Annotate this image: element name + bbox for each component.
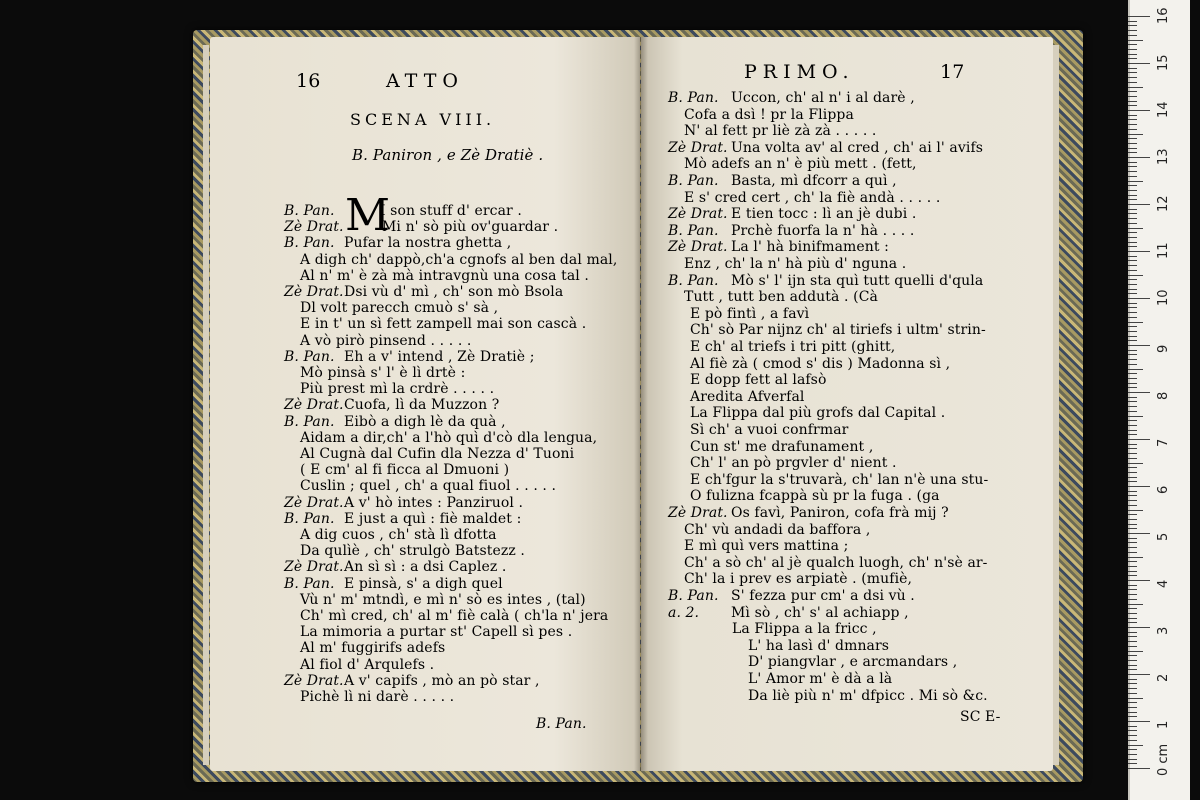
ruler-tick bbox=[1128, 740, 1137, 741]
ruler-number: 9 bbox=[1156, 344, 1171, 353]
verse-line: Cuofa, lì da Muzzon ? bbox=[344, 397, 500, 414]
ruler-number: 4 bbox=[1156, 579, 1171, 588]
right-page-number: 17 bbox=[940, 61, 965, 83]
verse-line: Da liè più n' m' dfpicc . Mi sò &c. bbox=[748, 687, 988, 704]
ruler-tick bbox=[1128, 730, 1137, 731]
ruler-tick bbox=[1128, 665, 1137, 666]
speaker-label: Zè Drat. bbox=[668, 239, 728, 256]
verse-line: Ch' mì cred, ch' al m' fiè calà ( ch'la n' jera bbox=[300, 608, 609, 624]
verse-line: La Flippa a la fricc , bbox=[732, 621, 877, 638]
ruler-tick bbox=[1128, 453, 1137, 454]
verse-line: A vò pirò pinsend . . . . . bbox=[300, 332, 472, 349]
ruler-tick bbox=[1128, 40, 1143, 41]
ruler-tick bbox=[1128, 387, 1137, 388]
verse-line: Cuslin ; quel , ch' a qual fiuol . . . . . bbox=[300, 478, 557, 495]
ruler-tick bbox=[1128, 575, 1137, 576]
drop-cap: M bbox=[345, 190, 391, 241]
speaker-label: B. Pan. bbox=[284, 235, 335, 252]
speaker-label: Zè Drat. bbox=[284, 397, 344, 414]
ruler-tick bbox=[1128, 119, 1137, 120]
ruler-tick bbox=[1128, 585, 1137, 586]
ruler-tick bbox=[1128, 528, 1137, 529]
speaker-label: B. Pan. bbox=[668, 588, 719, 604]
ruler-tick bbox=[1128, 275, 1143, 276]
ruler-tick bbox=[1128, 237, 1137, 238]
ruler-tick bbox=[1128, 101, 1137, 102]
verse-line: Dsi vù d' mì , ch' son mò Bsola bbox=[344, 284, 564, 300]
ruler-tick bbox=[1128, 181, 1143, 182]
speaker-label: B. Pan. bbox=[284, 413, 335, 430]
ruler-tick bbox=[1128, 228, 1143, 229]
speaker-label: B. Pan. bbox=[284, 203, 335, 219]
ruler-tick bbox=[1128, 406, 1137, 407]
ruler-tick bbox=[1128, 420, 1137, 421]
ruler-tick bbox=[1128, 618, 1137, 619]
ruler-tick bbox=[1128, 124, 1137, 125]
ruler-tick bbox=[1128, 632, 1137, 633]
ruler-tick bbox=[1128, 265, 1137, 266]
ruler-tick bbox=[1128, 213, 1137, 214]
ruler-tick bbox=[1128, 745, 1143, 746]
ruler-tick bbox=[1128, 707, 1137, 708]
ruler-tick bbox=[1128, 49, 1137, 50]
ruler-tick bbox=[1128, 72, 1137, 73]
verse-line: Mi n' sò più ov'guardar . bbox=[382, 219, 559, 236]
verse-line: Eh a v' intend , Zè Dratiè ; bbox=[344, 348, 535, 365]
ruler-number: 8 bbox=[1156, 391, 1171, 400]
ruler-tick bbox=[1128, 143, 1137, 144]
ruler-tick bbox=[1128, 373, 1137, 374]
ruler-tick bbox=[1128, 312, 1137, 313]
ruler-tick bbox=[1128, 166, 1137, 167]
ruler-tick bbox=[1128, 190, 1137, 191]
right-running-head: PRIMO. bbox=[744, 61, 855, 83]
ruler-tick bbox=[1128, 660, 1137, 661]
speaker-label: B. Pan. bbox=[668, 222, 719, 239]
ruler-number: 0 cm bbox=[1156, 743, 1171, 776]
verse-line: Una volta av' al cred , ch' ai l' avifs bbox=[731, 139, 984, 156]
ruler-tick bbox=[1128, 434, 1137, 435]
ruler-tick bbox=[1128, 378, 1137, 379]
ruler-tick bbox=[1128, 199, 1137, 200]
ruler-tick bbox=[1128, 458, 1137, 459]
verse-line: Ch' vù andadi da baffora , bbox=[684, 521, 871, 538]
ruler-tick bbox=[1128, 383, 1137, 384]
ruler-tick bbox=[1128, 599, 1137, 600]
ruler-tick bbox=[1128, 547, 1137, 548]
ruler-tick bbox=[1128, 369, 1143, 370]
ruler-number: 1 bbox=[1156, 720, 1171, 729]
book-gutter bbox=[634, 37, 648, 771]
ruler-tick bbox=[1128, 326, 1137, 327]
ruler-tick bbox=[1128, 354, 1137, 355]
verse-line: Ch' l' an pò prgvler d' nient . bbox=[690, 455, 897, 472]
right-catchword: SC E- bbox=[960, 709, 1001, 725]
verse-line: D' piangvlar , e arcmandars , bbox=[748, 654, 958, 671]
ruler-tick bbox=[1128, 542, 1137, 543]
ruler-tick bbox=[1128, 749, 1137, 750]
ruler-tick bbox=[1128, 439, 1150, 440]
verse-line: E mì quì vers mattina ; bbox=[684, 538, 849, 555]
ruler-tick bbox=[1128, 298, 1150, 299]
verse-line: A digh ch' dappò,ch'a cgnofs al ben dal mal, bbox=[300, 251, 618, 268]
ruler-number: 5 bbox=[1156, 532, 1171, 541]
ruler-tick bbox=[1128, 759, 1137, 760]
verse-line: Pichè lì ni darè . . . . . bbox=[300, 689, 455, 705]
verse-line: Mò adefs an n' è più mett . (fett, bbox=[684, 156, 917, 173]
ruler-tick bbox=[1128, 674, 1150, 675]
ruler-tick bbox=[1128, 505, 1137, 506]
verse-line: Aidam a dir,ch' a l'hò quì d'cò dla lengua, bbox=[300, 429, 598, 446]
verse-line: Mò pinsà s' l' è lì drtè : bbox=[300, 365, 466, 381]
ruler-tick bbox=[1128, 279, 1137, 280]
ruler-tick bbox=[1128, 35, 1137, 36]
left-running-head: ATTO bbox=[386, 70, 464, 92]
ruler-number: 2 bbox=[1156, 673, 1171, 682]
verse-line: Cofa a dsì ! pr la Flippa bbox=[684, 106, 854, 123]
ruler-tick bbox=[1128, 331, 1137, 332]
ruler-number: 16 bbox=[1156, 7, 1171, 24]
verse-line: Enz , ch' la n' hà più d' nguna . bbox=[684, 256, 907, 272]
ruler-tick bbox=[1128, 223, 1137, 224]
verse-line: Basta, mì dfcorr a quì , bbox=[731, 173, 897, 189]
ruler-number: 15 bbox=[1156, 54, 1171, 71]
ruler-tick bbox=[1128, 54, 1137, 55]
speaker-label: Zè Drat. bbox=[284, 219, 344, 236]
ruler-tick bbox=[1128, 411, 1137, 412]
ruler-tick bbox=[1128, 538, 1137, 539]
ruler-tick bbox=[1128, 171, 1137, 172]
verse-line: La Flippa dal più grofs dal Capital . bbox=[690, 405, 946, 422]
verse-line: E ch'fgur la s'truvarà, ch' lan n'è una stu- bbox=[690, 471, 989, 488]
verse-line: Da qulìè , ch' strulgò Batstezz . bbox=[300, 543, 525, 560]
verse-line: I son stuff d' ercar . bbox=[380, 203, 522, 219]
ruler-tick bbox=[1128, 91, 1137, 92]
ruler-tick bbox=[1128, 622, 1137, 623]
ruler-tick bbox=[1128, 322, 1143, 323]
ruler-tick bbox=[1128, 683, 1137, 684]
verse-line: E s' cred cert , ch' la fiè andà . . . . . bbox=[684, 189, 941, 206]
speaker-label: B. Pan. bbox=[284, 575, 335, 592]
ruler-tick bbox=[1128, 260, 1137, 261]
verse-line: Cun st' me drafunament , bbox=[690, 438, 874, 455]
ruler-tick bbox=[1128, 519, 1137, 520]
ruler-tick bbox=[1128, 721, 1150, 722]
ruler-tick bbox=[1128, 185, 1137, 186]
ruler-number: 10 bbox=[1156, 289, 1171, 306]
ruler-number: 13 bbox=[1156, 148, 1171, 165]
verse-line: L' ha lasì d' dmnars bbox=[748, 637, 890, 654]
ruler-tick bbox=[1128, 58, 1137, 59]
verse-line: Os favì, Paniron, cofa frà mij ? bbox=[731, 505, 949, 521]
ruler-tick bbox=[1128, 359, 1137, 360]
verse-line: ( E cm' al fi ficca al Dmuoni ) bbox=[300, 462, 510, 479]
ruler-tick bbox=[1128, 30, 1137, 31]
scene-title: SCENA VIII. bbox=[350, 110, 496, 129]
verse-line: Vù n' m' mtndì, e mì n' sò es intes , (tal) bbox=[300, 591, 586, 608]
verse-line: Sì ch' a vuoi confrmar bbox=[690, 422, 849, 438]
ruler-tick bbox=[1128, 293, 1137, 294]
verse-line: L' Amor m' è dà a là bbox=[748, 671, 893, 687]
page-edge-left bbox=[203, 45, 209, 765]
ruler-tick bbox=[1128, 754, 1137, 755]
verse-line: Pufar la nostra ghetta , bbox=[344, 235, 512, 252]
verse-line: La l' hà binifmament : bbox=[731, 239, 889, 256]
verse-line: A v' capifs , mò an pò star , bbox=[344, 672, 540, 689]
ruler-tick bbox=[1128, 679, 1137, 680]
ruler-tick bbox=[1128, 702, 1137, 703]
ruler-tick bbox=[1128, 317, 1137, 318]
ruler-tick bbox=[1128, 481, 1137, 482]
verse-line: E in t' un sì fett zampell mai son cascà . bbox=[300, 316, 587, 333]
ruler-tick bbox=[1128, 463, 1143, 464]
ruler-tick bbox=[1128, 336, 1137, 337]
ruler-tick bbox=[1128, 613, 1137, 614]
speaker-label: B. Pan. bbox=[284, 510, 335, 527]
ruler-tick bbox=[1128, 209, 1137, 210]
ruler-tick bbox=[1128, 148, 1137, 149]
ruler-tick bbox=[1128, 44, 1137, 45]
verse-line: La mimoria a purtar st' Capell sì pes . bbox=[300, 624, 573, 641]
scene-characters: B. Paniron , e Zè Dratiè . bbox=[352, 146, 544, 164]
verse-line: Prchè fuorfa la n' hà . . . . bbox=[731, 222, 915, 239]
ruler-tick bbox=[1128, 552, 1137, 553]
ruler-tick bbox=[1128, 467, 1137, 468]
ruler-tick bbox=[1128, 735, 1137, 736]
ruler-number: 6 bbox=[1156, 485, 1171, 494]
ruler-tick bbox=[1128, 251, 1150, 252]
verse-line: E pò fintì , a favì bbox=[690, 305, 810, 322]
ruler-tick bbox=[1128, 289, 1137, 290]
ruler-tick bbox=[1128, 176, 1137, 177]
verse-line: N' al fett pr liè zà zà . . . . . bbox=[684, 123, 877, 140]
ruler-tick bbox=[1128, 557, 1143, 558]
ruler-tick bbox=[1128, 68, 1137, 69]
ruler-tick bbox=[1128, 491, 1137, 492]
verse-line: Ch' sò Par nijnz ch' al tiriefs i ultm' strin- bbox=[690, 322, 986, 339]
verse-line: An sì sì : a dsi Caplez . bbox=[344, 559, 507, 576]
verse-line: Uccon, ch' al n' i al darè , bbox=[731, 90, 915, 106]
speaker-label: Zè Drat. bbox=[668, 206, 728, 223]
verse-line: Al n' m' è zà mà intravgnù una cosa tal . bbox=[300, 267, 589, 284]
verse-line: Tutt , tutt ben addutà . (Cà bbox=[684, 289, 878, 306]
verse-line: Ch' a sò ch' al jè qualch luogh, ch' n'sè ar- bbox=[684, 554, 988, 571]
verse-line: E ch' al triefs i tri pitt (ghitt, bbox=[690, 339, 896, 355]
ruler-tick bbox=[1128, 110, 1150, 111]
ruler-tick bbox=[1128, 763, 1137, 764]
ruler-tick bbox=[1128, 129, 1137, 130]
verse-line: Aredita Afverfal bbox=[690, 388, 805, 405]
ruler-tick bbox=[1128, 768, 1150, 769]
ruler-tick bbox=[1128, 726, 1137, 727]
ruler-tick bbox=[1128, 307, 1137, 308]
ruler-tick bbox=[1128, 96, 1137, 97]
ruler-tick bbox=[1128, 477, 1137, 478]
ruler-tick bbox=[1128, 448, 1137, 449]
verse-line: E dopp fett al lafsò bbox=[690, 372, 827, 389]
ruler-tick bbox=[1128, 636, 1137, 637]
page-edge-right bbox=[1053, 45, 1059, 765]
verse-line: Ch' la i prev es arpiatè . (mufiè, bbox=[684, 571, 913, 588]
verse-line: A dig cuos , ch' stà lì dfotta bbox=[300, 527, 497, 543]
verse-line: E pinsà, s' a digh quel bbox=[344, 575, 503, 592]
ruler-tick bbox=[1128, 571, 1137, 572]
ruler-number: 7 bbox=[1156, 438, 1171, 447]
ruler-tick bbox=[1128, 627, 1150, 628]
ruler-tick bbox=[1128, 589, 1137, 590]
verse-line: Al fiè zà ( cmod s' dis ) Madonna sì , bbox=[690, 355, 951, 372]
verse-line: Più prest mì la crdrè . . . . . bbox=[300, 381, 495, 398]
ruler-tick bbox=[1128, 115, 1137, 116]
verse-line: E just a quì : fiè maldet : bbox=[344, 510, 522, 527]
speaker-label: Zè Drat. bbox=[284, 494, 344, 511]
verse-line: Dl volt parecch cmuò s' sà , bbox=[300, 300, 499, 317]
ruler-tick bbox=[1128, 688, 1137, 689]
ruler-number: 12 bbox=[1156, 195, 1171, 212]
speaker-label: B. Pan. bbox=[284, 348, 335, 365]
verse-line: Al fiol d' Arqulefs . bbox=[300, 656, 435, 673]
ruler-tick bbox=[1128, 608, 1137, 609]
ruler-tick bbox=[1128, 604, 1143, 605]
ruler-tick bbox=[1128, 524, 1137, 525]
verse-line: S' fezza pur cm' a dsi vù . bbox=[731, 588, 915, 604]
ruler-tick bbox=[1128, 594, 1137, 595]
ruler-tick bbox=[1128, 655, 1137, 656]
ruler-tick bbox=[1128, 401, 1137, 402]
ruler-number: 11 bbox=[1156, 242, 1171, 259]
ruler-number: 14 bbox=[1156, 101, 1171, 118]
ruler-tick bbox=[1128, 134, 1143, 135]
ruler-tick bbox=[1128, 345, 1150, 346]
ruler-tick bbox=[1128, 16, 1150, 17]
speaker-label: Zè Drat. bbox=[284, 672, 344, 689]
ruler-tick bbox=[1128, 152, 1137, 153]
ruler-tick bbox=[1128, 105, 1137, 106]
verse-line: Mì sò , ch' s' al achiapp , bbox=[731, 604, 909, 621]
ruler-tick bbox=[1128, 195, 1137, 196]
ruler-tick bbox=[1128, 712, 1137, 713]
ruler-tick bbox=[1128, 162, 1137, 163]
ruler-tick bbox=[1128, 340, 1137, 341]
ruler-tick bbox=[1128, 646, 1137, 647]
ruler-tick bbox=[1128, 21, 1137, 22]
ruler-tick bbox=[1128, 397, 1137, 398]
speaker-label: Zè Drat. bbox=[668, 139, 728, 156]
ruler-tick bbox=[1128, 392, 1150, 393]
ruler-tick bbox=[1128, 500, 1137, 501]
verse-line: A v' hò intes : Panziruol . bbox=[344, 494, 524, 511]
ruler-tick bbox=[1128, 303, 1137, 304]
ruler-tick bbox=[1128, 416, 1143, 417]
ruler-tick bbox=[1128, 232, 1137, 233]
ruler-tick bbox=[1128, 364, 1137, 365]
verse-line: Al Cugnà dal Cufin dla Nezza d' Tuoni bbox=[300, 446, 575, 462]
speaker-label: B. Pan. bbox=[668, 173, 719, 189]
speaker-label: B. Pan. bbox=[668, 90, 719, 106]
ruler-tick bbox=[1128, 716, 1137, 717]
speaker-label: Zè Drat. bbox=[668, 505, 728, 521]
ruler-tick bbox=[1128, 350, 1137, 351]
ruler-tick bbox=[1128, 270, 1137, 271]
ruler-tick bbox=[1128, 533, 1150, 534]
ruler-tick bbox=[1128, 87, 1143, 88]
ruler-tick bbox=[1128, 256, 1137, 257]
speaker-label: Zè Drat. bbox=[284, 559, 344, 576]
verse-line: E tien tocc : lì an jè dubi . bbox=[731, 206, 917, 223]
ruler-tick bbox=[1128, 486, 1150, 487]
ruler-tick bbox=[1128, 82, 1137, 83]
ruler-tick bbox=[1128, 284, 1137, 285]
verse-line: O fulizna fcappà sù pr la fuga . (ga bbox=[690, 488, 940, 505]
left-page-number: 16 bbox=[296, 70, 321, 92]
speaker-label: B. Pan. bbox=[668, 272, 719, 289]
ruler-tick bbox=[1128, 138, 1137, 139]
verse-line: Mò s' l' ijn sta quì tutt quelli d'qula bbox=[731, 272, 984, 289]
ruler-tick bbox=[1128, 77, 1137, 78]
ruler-tick bbox=[1128, 63, 1150, 64]
ruler-tick bbox=[1128, 510, 1143, 511]
ruler-tick bbox=[1128, 693, 1137, 694]
ruler-tick bbox=[1128, 514, 1137, 515]
ruler-tick bbox=[1128, 430, 1137, 431]
ruler-tick bbox=[1128, 157, 1150, 158]
ruler-tick bbox=[1128, 641, 1137, 642]
ruler-number: 3 bbox=[1156, 626, 1171, 635]
ruler-tick bbox=[1128, 425, 1137, 426]
ruler-tick bbox=[1128, 566, 1137, 567]
ruler-tick bbox=[1128, 218, 1137, 219]
ruler-tick bbox=[1128, 444, 1137, 445]
ruler-tick bbox=[1128, 651, 1143, 652]
left-catchword: B. Pan. bbox=[536, 716, 587, 732]
speaker-label: a. 2. bbox=[668, 604, 700, 621]
speaker-label: Zè Drat. bbox=[284, 284, 344, 300]
ruler-tick bbox=[1128, 580, 1150, 581]
verse-line: Eibò a digh lè da quà , bbox=[344, 413, 506, 430]
ruler-tick bbox=[1128, 698, 1143, 699]
verse-line: Al m' fuggirifs adefs bbox=[300, 640, 446, 657]
ruler-tick bbox=[1128, 246, 1137, 247]
ruler-tick bbox=[1128, 242, 1137, 243]
ruler-tick bbox=[1128, 25, 1137, 26]
ruler-tick bbox=[1128, 669, 1137, 670]
ruler-tick bbox=[1128, 495, 1137, 496]
ruler-tick bbox=[1128, 204, 1150, 205]
ruler-tick bbox=[1128, 561, 1137, 562]
ruler-tick bbox=[1128, 472, 1137, 473]
